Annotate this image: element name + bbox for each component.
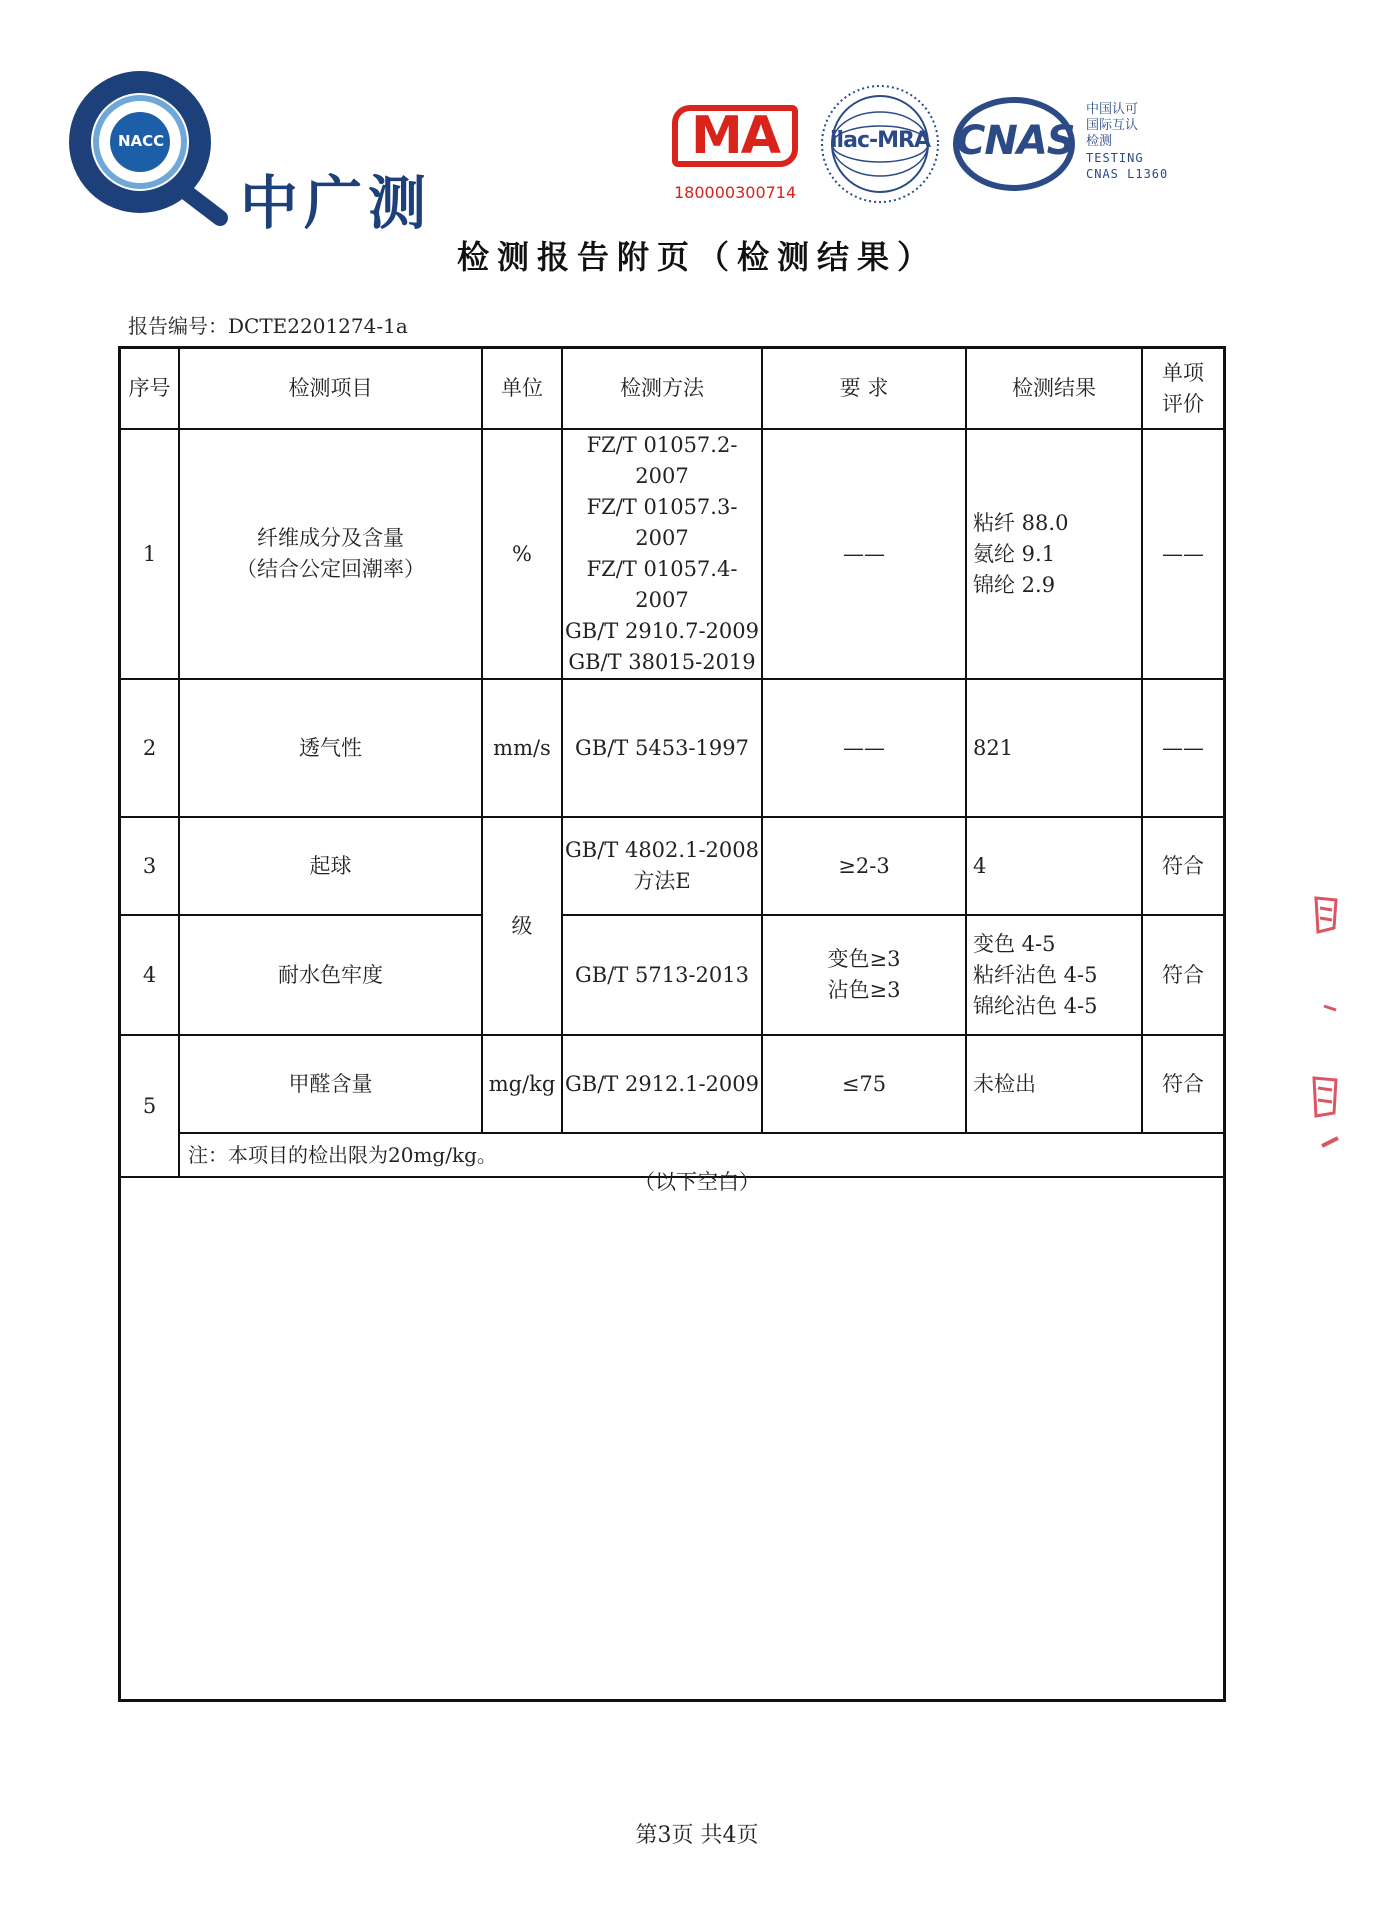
cnas-label: CNAS [956,118,1075,164]
cma-number: 180000300714 [674,183,797,202]
seal-stamp-icon [1306,888,1356,1158]
header-requirement: 要 求 [762,349,966,429]
table-row [121,817,1223,915]
requirement-line: 变色≥3 [827,947,901,971]
method-line: GB/T 2910.7-2009 [565,619,759,643]
row-item: 甲醛含量 [179,1035,482,1133]
row-result: 821 [966,679,1142,817]
result-line: 氨纶 9.1 [973,541,1056,566]
row-eval: 符合 [1142,1035,1223,1133]
row-seq: 2 [121,679,179,817]
cnas-side-cn-1: 中国认可 [1086,102,1139,117]
method-line: 方法E [633,869,691,893]
row-eval: 符合 [1142,915,1223,1035]
page-footer: 第3页 共4页 [635,1823,759,1848]
row-method: GB/T 2912.1-2009 [562,1035,762,1133]
row-result: 4 [966,817,1142,915]
row-unit: % [482,429,562,679]
row-seq: 1 [121,429,179,679]
company-logo [60,68,450,237]
logo-badge-text: NACC [118,132,165,150]
row-item-line2: （结合公定回潮率） [236,557,425,581]
blank-notice: （以下空白） [634,1170,760,1194]
row-method [562,817,762,915]
row-result [966,915,1142,1035]
row-item-line1: 纤维成分及含量 [257,526,404,550]
header-eval [1142,349,1223,429]
result-line: 粘纤沾色 4-5 [973,962,1098,987]
table-row [121,679,1223,817]
header-result: 检测结果 [966,349,1142,429]
seal-stamp-fragment [1306,888,1356,1158]
table-row [121,915,1223,1035]
row-seq: 4 [121,915,179,1035]
cma-logo: MA [672,105,798,167]
method-line: FZ/T 01057.2-2007 [586,433,738,488]
method-line: FZ/T 01057.3-2007 [586,495,738,550]
header-method: 检测方法 [562,349,762,429]
row-method: GB/T 5713-2013 [562,915,762,1035]
row-result [966,429,1142,679]
results-table [121,349,1223,1178]
cnas-side-cn-2: 国际互认 [1086,118,1139,133]
table-row [121,429,1223,679]
header-eval-line2: 评价 [1162,391,1204,416]
detection-limit-note: 注：本项目的检出限为20mg/kg。 [179,1133,1223,1177]
cnas-side-en-1: TESTING [1086,151,1144,165]
row-result: 未检出 [966,1035,1142,1133]
row-item [179,429,482,679]
cnas-mark [952,96,1182,196]
header-eval-line1: 单项 [1162,360,1204,385]
row-method: GB/T 5453-1997 [562,679,762,817]
row-item: 耐水色牢度 [179,915,482,1035]
row-requirement: —— [762,679,966,817]
row-eval: —— [1142,429,1223,679]
row-requirement: —— [762,429,966,679]
row-requirement [762,915,966,1035]
row-item: 透气性 [179,679,482,817]
result-line: 锦纶沾色 4-5 [973,993,1098,1018]
row-seq: 5 [121,1035,179,1177]
row-eval: 符合 [1142,817,1223,915]
row-unit: mg/kg [482,1035,562,1133]
row-eval: —— [1142,679,1223,817]
page-title: 检测报告附页（检测结果） [456,238,937,276]
method-line: GB/T 4802.1-2008 [565,838,759,862]
cnas-side-en-2: CNAS L1360 [1086,167,1169,181]
cnas-side-text [1086,102,1168,182]
result-line: 锦纶 2.9 [973,572,1056,597]
method-line: GB/T 38015-2019 [568,650,756,674]
cnas-side-cn-3: 检测 [1086,134,1113,149]
row-unit-shared: 级 [482,817,562,1035]
result-line: 变色 4-5 [973,931,1056,956]
requirement-line: 沾色≥3 [827,978,901,1002]
row-requirement: ≥2-3 [762,817,966,915]
header-item: 检测项目 [179,349,482,429]
method-line: FZ/T 01057.4-2007 [586,557,738,612]
header-unit: 单位 [482,349,562,429]
row-unit: mm/s [482,679,562,817]
result-line: 粘纤 88.0 [973,510,1069,535]
ilac-mra-mark [818,82,942,206]
table-header-row [121,349,1223,429]
logo-name: 中广测 [240,169,433,237]
row-seq: 3 [121,817,179,915]
row-requirement: ≤75 [762,1035,966,1133]
table-row [121,1035,1223,1133]
ilac-label: ilac-MRA [830,128,930,153]
cma-mark [672,95,802,205]
row-item: 起球 [179,817,482,915]
report-number: 报告编号：DCTE2201274-1a [128,314,408,338]
row-method [562,429,762,679]
header-seq: 序号 [121,349,179,429]
